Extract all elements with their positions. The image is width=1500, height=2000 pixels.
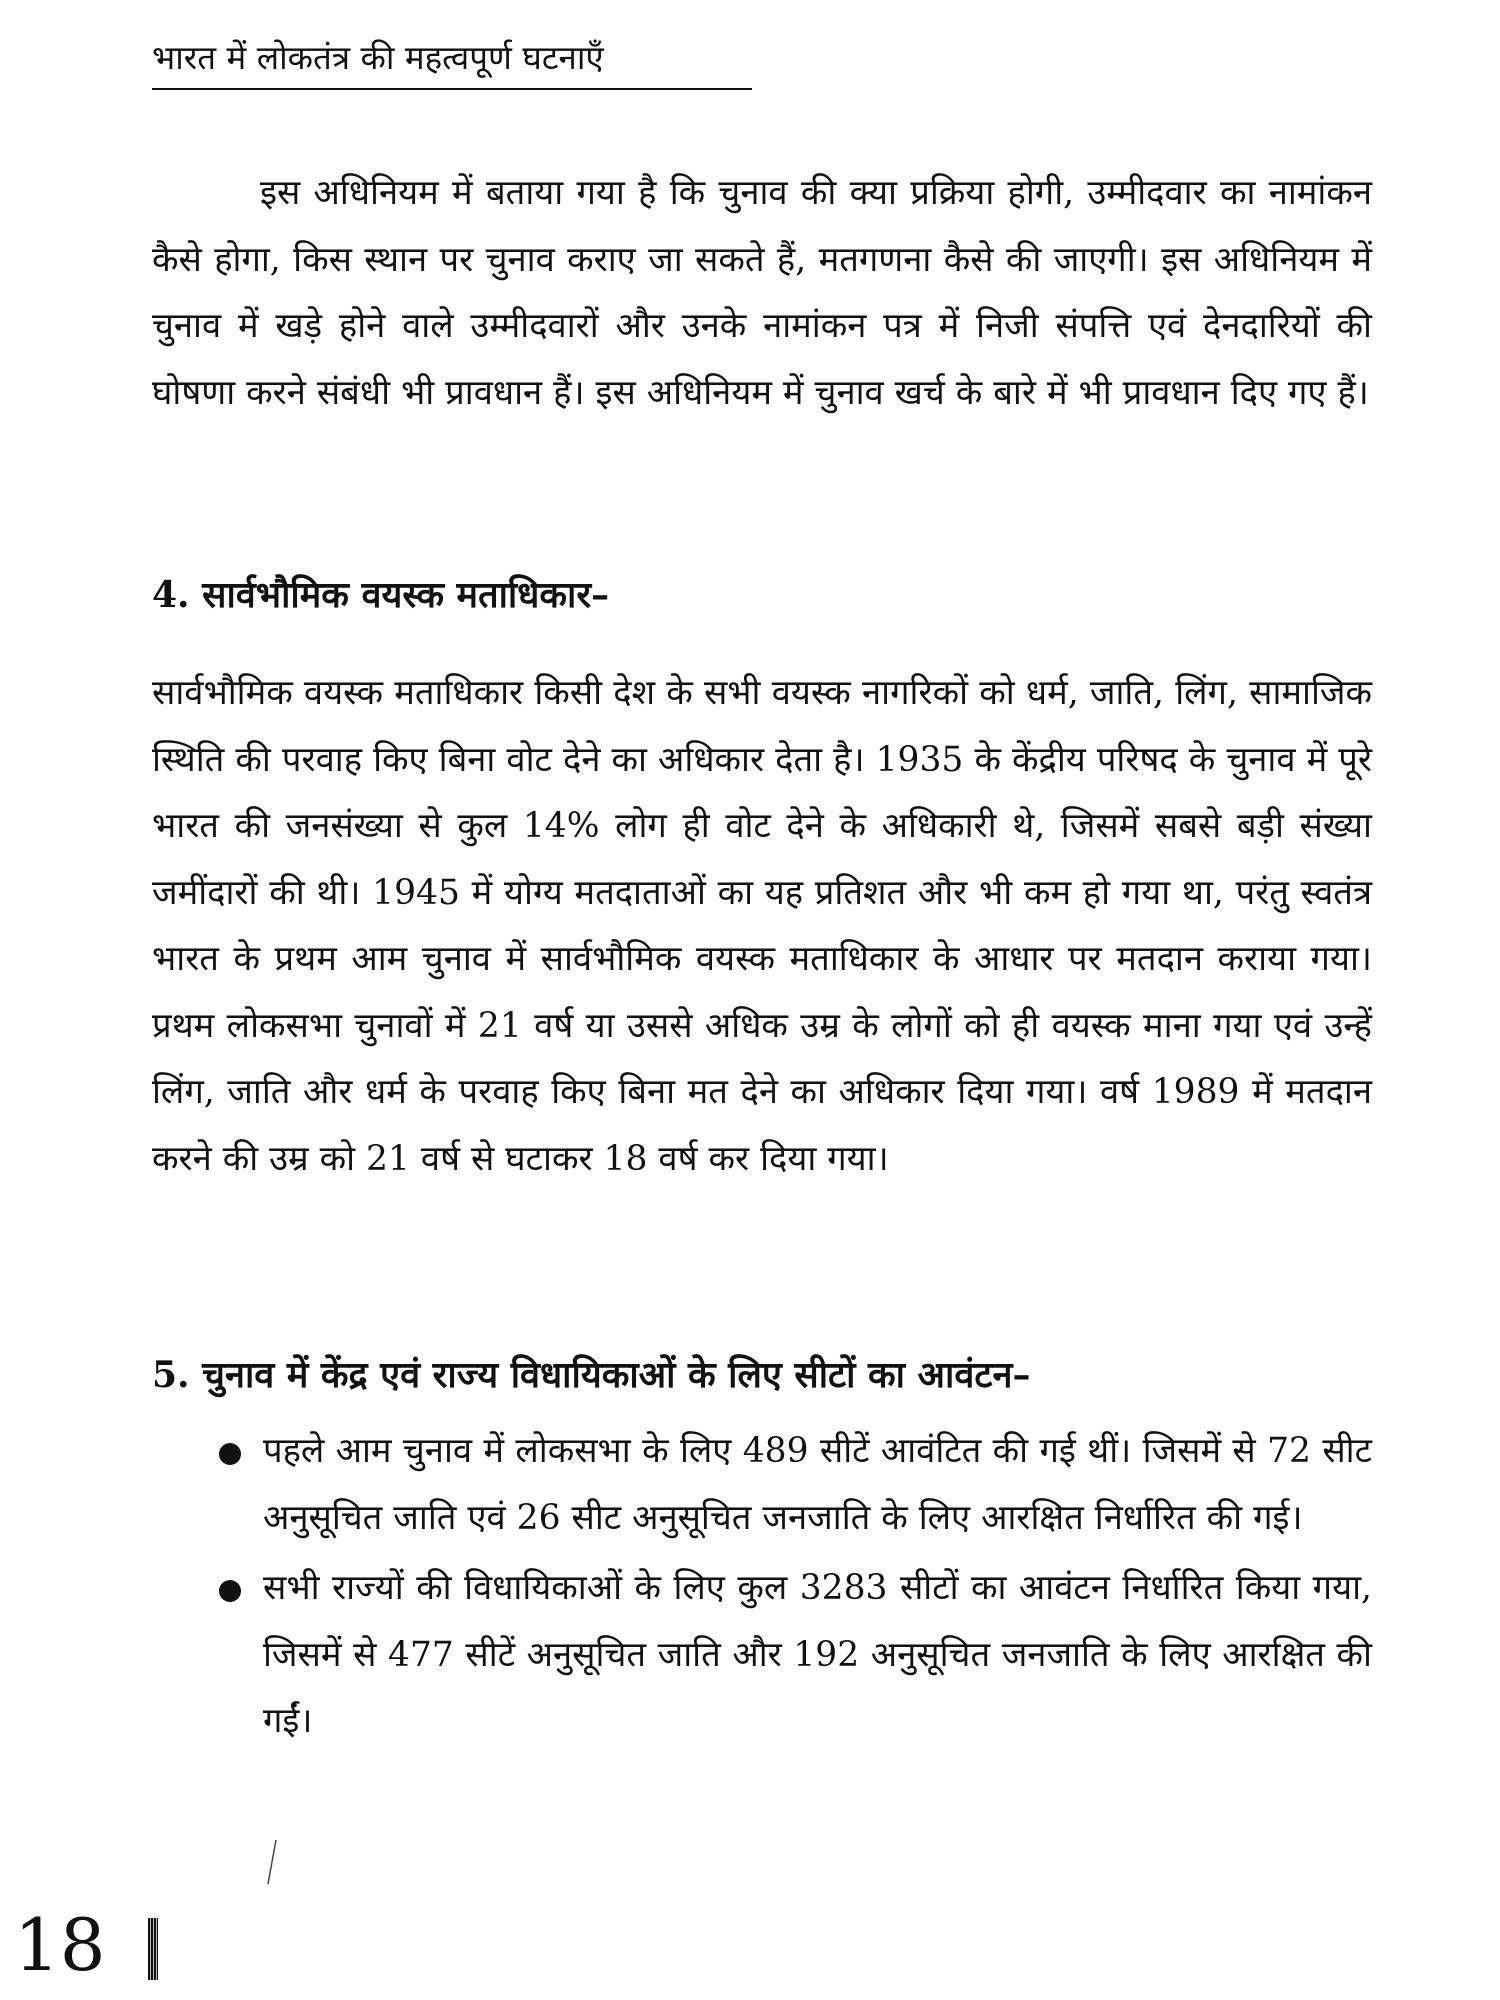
list-item-text: सभी राज्यों की विधायिकाओं के लिए कुल 3283 सीटों का आवंटन निर्धारित किया गया, जिसमें से 477 सीटें अनुसूचित जाति और 192 अनुसूचित जनजाति के लिए आरक्षित की गईं।	[263, 1568, 1372, 1741]
section-4-paragraph: सार्वभौमिक वयस्क मताधिकार किसी देश के सभी वयस्क नागरिकों को धर्म, जाति, लिंग, सामाजिक स्थिति की परवाह किए बिना वोट देने का अधिकार देता है। 1935 के केंद्रीय परिषद के चुनाव में पूरे भारत की जनसंख्या से कुल 14% लोग ही वोट देने के अधिकारी थे, जिसमें सबसे बड़ी संख्या जमींदारों की थी। 1945 में योग्य मतदाताओं का यह प्रतिशत और भी कम हो गया था, परंतु स्वतंत्र भारत के प्रथम आम चुनाव में सार्वभौमिक वयस्क मताधिकार के आधार पर मतदान कराया गया। प्रथम लोकसभा चुनावों में 21 वर्ष या उससे अधिक उम्र के लोगों को ही वयस्क माना गया एवं उन्हें लिंग, जाति और धर्म के परवाह किए बिना मत देने का अधिकार दिया गया। वर्ष 1989 में मतदान करने की उम्र को 21 वर्ष से घटाकर 18 वर्ष कर दिया गया।	[152, 673, 1372, 1179]
seat-allocation-list	[215, 1418, 1372, 1759]
running-head: भारत में लोकतंत्र की महत्वपूर्ण घटनाएँ	[152, 32, 752, 90]
page-number-bar	[148, 1918, 158, 1980]
list-item	[215, 1418, 1372, 1551]
bullet-icon	[219, 1443, 241, 1465]
list-item-text: पहले आम चुनाव में लोकसभा के लिए 489 सीटें आवंटित की गई थीं। जिसमें से 72 सीट अनुसूचित जाति एवं 26 सीट अनुसूचित जनजाति के लिए आरक्षित निर्धारित की गई।	[263, 1431, 1372, 1538]
section-5-heading: 5. चुनाव में केंद्र एवं राज्य विधायिकाओं के लिए सीटों का आवंटन–	[152, 1354, 1031, 1396]
section-4-heading: 4. सार्वभौमिक वयस्क मताधिकार–	[152, 574, 610, 616]
page-number: 18	[14, 1903, 106, 1987]
bullet-icon	[219, 1580, 241, 1602]
stray-pen-mark	[262, 1838, 282, 1888]
list-item	[215, 1555, 1372, 1755]
intro-paragraph: इस अधिनियम में बताया गया है कि चुनाव की क्या प्रक्रिया होगी, उम्मीदवार का नामांकन कैसे होगा, किस स्थान पर चुनाव कराए जा सकते हैं, मतगणना कैसे की जाएगी। इस अधिनियम में चुनाव में खड़े होने वाले उम्मीदवारों और उनके नामांकन पत्र में निजी संपत्ति एवं देनदारियों की घोषणा करने संबंधी भी प्रावधान हैं। इस अधिनियम में चुनाव खर्च के बारे में भी प्रावधान दिए गए हैं।	[152, 173, 1372, 413]
